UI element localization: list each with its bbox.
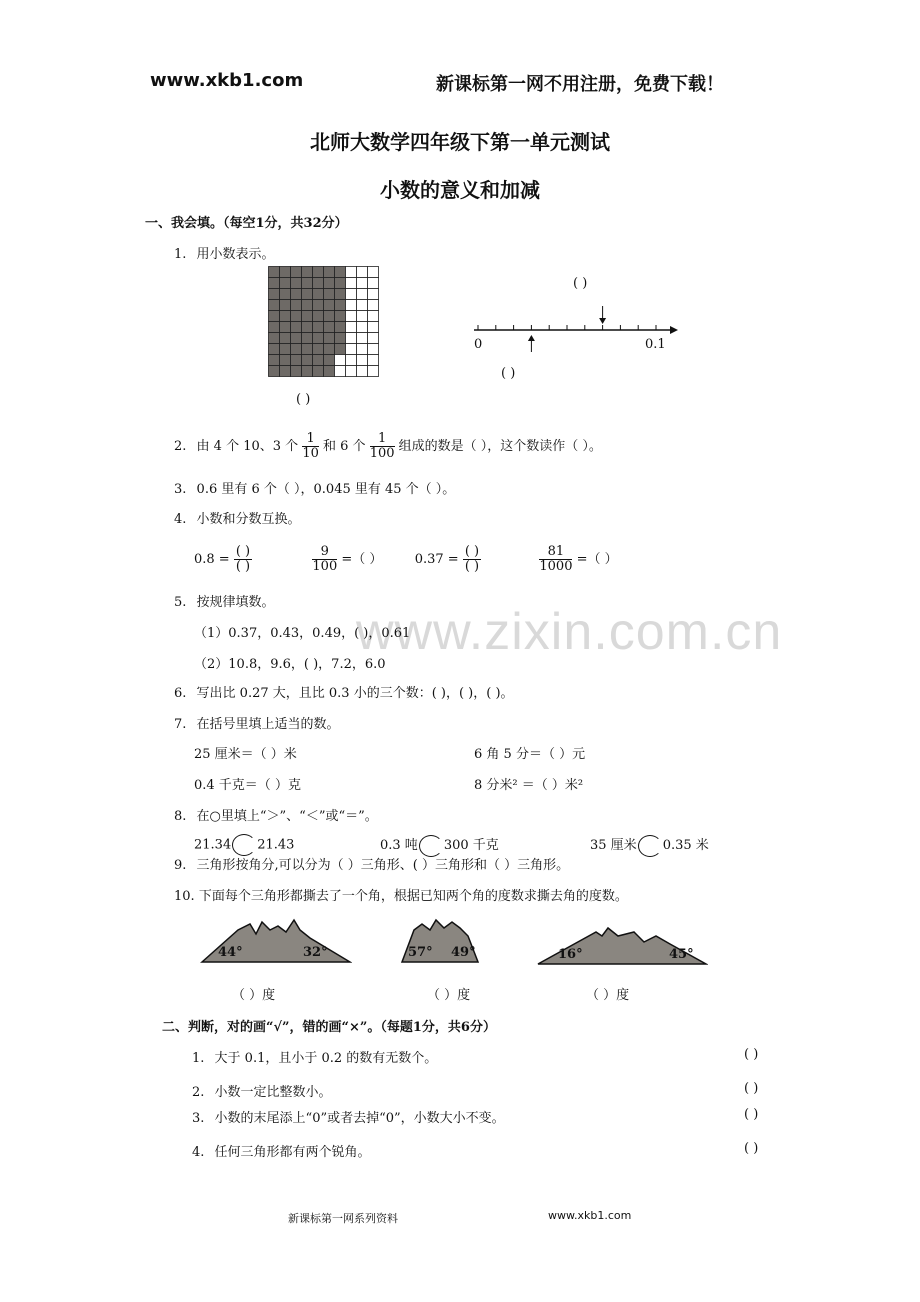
footer-left: 新课标第一网系列资料	[288, 1212, 398, 1225]
grid-cell-shaded	[324, 366, 335, 377]
grid-cell-shaded	[269, 311, 280, 322]
section2-heading: 二、判断，对的画“√”，错的画“×”。（每题1分，共6分）	[162, 1020, 496, 1035]
grid-cell-shaded	[280, 300, 291, 311]
grid-cell-shaded	[291, 333, 302, 344]
grid-cell-shaded	[335, 278, 346, 289]
page-subtitle: 小数的意义和加减	[380, 178, 540, 202]
q9-text[interactable]: 三角形按角分,可以分为（ ）三角形、( ）三角形和（ ）三角形。	[196, 858, 570, 873]
grid-cell-shaded	[313, 344, 324, 355]
judge-num: 3.	[192, 1111, 205, 1126]
grid-cell-shaded	[302, 267, 313, 278]
section1-heading: 一、我会填。（每空1分，共32分）	[145, 216, 348, 231]
grid-cell-shaded	[313, 311, 324, 322]
grid-cell-shaded	[269, 366, 280, 377]
q8-c-right: 0.35 米	[662, 838, 709, 853]
grid-cell-shaded	[269, 355, 280, 366]
q3-num: 3.	[174, 482, 187, 497]
q9-num: 9.	[174, 858, 187, 873]
q5-text: 按规律填数。	[196, 595, 275, 610]
grid-cell-shaded	[313, 355, 324, 366]
grid-cell-shaded	[280, 278, 291, 289]
grid-cell	[346, 355, 357, 366]
grid-cell-shaded	[269, 267, 280, 278]
judge-text: 小数一定比整数小。	[214, 1085, 332, 1100]
frac-denominator: 1000	[539, 559, 573, 574]
fraction-1-10	[302, 432, 319, 461]
q10	[174, 885, 628, 904]
q10-text: 下面每个三角形都撕去了一个角，根据已知两个角的度数求撕去角的度数。	[198, 889, 628, 904]
judge-text: 大于 0.1，且小于 0.2 的数有无数个。	[214, 1051, 438, 1066]
grid-cell	[346, 366, 357, 377]
header-site[interactable]: www.xkb1.com	[150, 70, 304, 91]
grid-cell	[357, 366, 368, 377]
grid-cell-shaded	[324, 300, 335, 311]
grid-cell-shaded	[269, 300, 280, 311]
q2	[174, 432, 602, 461]
q8-a-left: 21.34	[194, 837, 232, 853]
grid-cell-shaded	[280, 311, 291, 322]
q8-text: 在○里填上“＞”、“＜”或“＝”。	[196, 809, 378, 824]
q7-c[interactable]: 0.4 千克＝（ ）克	[194, 778, 301, 793]
grid-cell	[357, 344, 368, 355]
q4-row	[194, 545, 618, 574]
grid-cell-shaded	[302, 344, 313, 355]
t1-answer[interactable]: （ ）度	[232, 988, 276, 1003]
q4-a-fraction-blank[interactable]	[234, 545, 252, 574]
q8	[174, 805, 378, 824]
judge-item-2	[192, 1081, 332, 1100]
grid-cell-shaded	[302, 322, 313, 333]
judge-item-3	[192, 1107, 505, 1126]
q4-num: 4.	[174, 512, 187, 527]
grid-cell-shaded	[280, 344, 291, 355]
t2-right-angle: 49°	[451, 945, 476, 960]
numberline-bottom-blank[interactable]: ( )	[501, 366, 516, 381]
nl-end-label: 0.1	[645, 337, 666, 352]
grid-cell-shaded	[302, 333, 313, 344]
grid-cell-shaded	[269, 278, 280, 289]
grid-cell	[357, 311, 368, 322]
q8-c	[590, 834, 709, 857]
grid-cell-shaded	[313, 267, 324, 278]
grid-cell-shaded	[280, 366, 291, 377]
grid-cell-shaded	[302, 355, 313, 366]
grid-cell-shaded	[335, 344, 346, 355]
frac-denominator-blank[interactable]: ( )	[235, 559, 251, 574]
grid-cell-shaded	[269, 344, 280, 355]
q5-line2[interactable]: （2）10.8，9.6，( )，7.2，6.0	[194, 657, 386, 672]
grid-cell-shaded	[335, 322, 346, 333]
q6-num: 6.	[174, 686, 187, 701]
judge-item-4	[192, 1141, 371, 1160]
grid-cell	[335, 355, 346, 366]
grid-answer-blank[interactable]: ( )	[296, 392, 311, 407]
grid-cell-shaded	[291, 300, 302, 311]
grid-cell-shaded	[335, 267, 346, 278]
q1	[174, 243, 275, 262]
grid-cell-shaded	[313, 333, 324, 344]
grid-cell-shaded	[324, 333, 335, 344]
grid-cell-shaded	[302, 278, 313, 289]
grid-cell-shaded	[280, 267, 291, 278]
q2-num: 2.	[174, 439, 187, 454]
judge-num: 4.	[192, 1145, 205, 1160]
grid-cell	[357, 300, 368, 311]
grid-cell-shaded	[313, 300, 324, 311]
q4-a-left: 0.8 =	[194, 552, 230, 567]
t3-answer[interactable]: （ ）度	[586, 988, 630, 1003]
q4-c-fraction-blank[interactable]	[463, 545, 481, 574]
q4-b-right[interactable]: =（ ）	[341, 552, 383, 567]
q7-text: 在括号里填上适当的数。	[196, 717, 340, 732]
q8-a-right: 21.43	[257, 837, 295, 853]
q4-b-fraction	[312, 545, 337, 574]
frac-numerator: 9	[312, 545, 337, 560]
up-arrow-icon	[528, 335, 535, 341]
q5-line1[interactable]: （1）0.37，0.43，0.49，( )，0.61	[194, 626, 411, 641]
grid-cell-shaded	[302, 300, 313, 311]
compare-circle[interactable]	[232, 834, 256, 856]
grid-cell	[368, 278, 379, 289]
grid-cell	[368, 311, 379, 322]
q2-part1: 由 4 个 10、3 个	[196, 439, 299, 454]
q7-d[interactable]: 8 分米² ＝（ ）米²	[474, 778, 584, 793]
page-title: 北师大数学四年级下第一单元测试	[310, 130, 610, 154]
header-slogan: 新课标第一网不用注册，免费下载！	[436, 74, 724, 95]
grid-cell-shaded	[280, 355, 291, 366]
grid-cell	[346, 278, 357, 289]
frac-denominator: 100	[369, 446, 395, 461]
frac-denominator: 10	[302, 446, 319, 461]
q8-b-right: 300 千克	[443, 838, 499, 853]
grid-cell-shaded	[302, 366, 313, 377]
q1-num: 1.	[174, 247, 187, 262]
grid-cell-shaded	[280, 289, 291, 300]
grid-cell-shaded	[324, 267, 335, 278]
q3-text: 0.6 里有 6 个（ ），0.045 里有 45 个（ ）。	[196, 482, 456, 497]
grid-cell-shaded	[335, 289, 346, 300]
grid-cell	[357, 267, 368, 278]
q7	[174, 713, 340, 732]
t3-left-angle: 16°	[558, 947, 583, 962]
fraction-1-100	[370, 432, 395, 461]
judge-item-1	[192, 1047, 437, 1066]
frac-numerator-blank[interactable]: ( )	[464, 544, 480, 559]
frac-numerator-blank[interactable]: ( )	[235, 544, 251, 559]
numberline-top-blank[interactable]: ( )	[573, 276, 588, 291]
grid-cell	[368, 322, 379, 333]
grid-cell-shaded	[302, 289, 313, 300]
grid-cell-shaded	[335, 300, 346, 311]
grid-cell-shaded	[324, 289, 335, 300]
judge-blank-1[interactable]: ( )	[744, 1047, 759, 1062]
grid-cell-shaded	[291, 344, 302, 355]
grid-cell-shaded	[335, 311, 346, 322]
hundred-grid	[268, 266, 379, 377]
q3	[174, 478, 455, 497]
q8-a	[194, 834, 294, 856]
grid-cell	[346, 267, 357, 278]
grid-cell-shaded	[313, 289, 324, 300]
grid-cell-shaded	[269, 289, 280, 300]
grid-cell	[368, 267, 379, 278]
grid-cell-shaded	[291, 322, 302, 333]
q4-text: 小数和分数互换。	[196, 512, 301, 527]
grid-cell-shaded	[302, 311, 313, 322]
q4-c-left: 0.37 =	[414, 552, 459, 567]
q4-d-right[interactable]: =（ ）	[576, 552, 618, 567]
grid-cell	[346, 333, 357, 344]
frac-numerator: 1	[302, 432, 319, 447]
q5-num: 5.	[174, 595, 187, 610]
grid-cell	[368, 355, 379, 366]
q8-b-left: 0.3 吨	[380, 838, 418, 853]
judge-text: 小数的末尾添上“0”或者去掉“0”，小数大小不变。	[214, 1111, 505, 1126]
grid-cell	[346, 300, 357, 311]
grid-cell	[357, 355, 368, 366]
t1-left-angle: 44°	[218, 945, 243, 960]
grid-cell	[346, 289, 357, 300]
grid-cell-shaded	[313, 278, 324, 289]
grid-cell-shaded	[324, 344, 335, 355]
judge-blank-2[interactable]: ( )	[744, 1081, 759, 1096]
judge-blank-4[interactable]: ( )	[744, 1141, 759, 1156]
footer-right[interactable]: www.xkb1.com	[548, 1209, 632, 1222]
grid-cell-shaded	[269, 322, 280, 333]
grid-cell-shaded	[335, 333, 346, 344]
q2-part2: 和 6 个	[323, 439, 366, 454]
grid-cell-shaded	[324, 322, 335, 333]
grid-cell-shaded	[313, 366, 324, 377]
grid-cell	[346, 344, 357, 355]
grid-cell	[368, 300, 379, 311]
down-arrow-icon	[599, 318, 606, 324]
grid-cell	[368, 289, 379, 300]
grid-cell	[346, 311, 357, 322]
grid-cell-shaded	[280, 333, 291, 344]
grid-cell-shaded	[324, 355, 335, 366]
q4-d-fraction	[539, 545, 572, 574]
grid-cell-shaded	[269, 333, 280, 344]
q9	[174, 854, 569, 873]
grid-cell-shaded	[291, 311, 302, 322]
grid-cell-shaded	[291, 366, 302, 377]
q6-text[interactable]: 写出比 0.27 大，且比 0.3 小的三个数：( )，( )，( )。	[196, 686, 514, 701]
q5	[174, 591, 275, 610]
q8-num: 8.	[174, 809, 187, 824]
q7-a[interactable]: 25 厘米＝（ ）米	[194, 747, 297, 762]
grid-cell-shaded	[324, 278, 335, 289]
grid-cell-shaded	[291, 267, 302, 278]
t2-left-angle: 57°	[408, 945, 433, 960]
t2-answer[interactable]: （ ）度	[427, 988, 471, 1003]
grid-cell-shaded	[313, 322, 324, 333]
grid-cell	[357, 322, 368, 333]
q1-text: 用小数表示。	[196, 247, 275, 262]
grid-cell-shaded	[291, 289, 302, 300]
q7-b[interactable]: 6 角 5 分＝（ ）元	[474, 747, 586, 762]
grid-cell	[335, 366, 346, 377]
judge-num: 2.	[192, 1085, 205, 1100]
grid-cell-shaded	[324, 311, 335, 322]
q4	[174, 508, 301, 527]
grid-cell	[357, 278, 368, 289]
grid-cell-shaded	[291, 278, 302, 289]
q7-num: 7.	[174, 717, 187, 732]
grid-cell	[357, 289, 368, 300]
q10-num: 10.	[174, 889, 195, 904]
q6	[174, 682, 514, 701]
judge-num: 1.	[192, 1051, 205, 1066]
grid-cell	[357, 333, 368, 344]
q8-c-left: 35 厘米	[590, 838, 637, 853]
t3-right-angle: 45°	[669, 947, 694, 962]
grid-cell	[346, 322, 357, 333]
grid-cell-shaded	[291, 355, 302, 366]
grid-cell	[368, 366, 379, 377]
judge-text: 任何三角形都有两个锐角。	[214, 1145, 371, 1160]
grid-cell	[368, 333, 379, 344]
grid-cell-shaded	[280, 322, 291, 333]
compare-circle[interactable]	[638, 835, 662, 857]
frac-numerator: 1	[370, 432, 395, 447]
grid-cell	[368, 344, 379, 355]
frac-numerator: 81	[539, 545, 572, 560]
frac-denominator: 100	[312, 559, 338, 574]
q2-part3: 组成的数是（ ），这个数读作（ ）。	[398, 439, 602, 454]
frac-denominator-blank[interactable]: ( )	[464, 559, 480, 574]
t1-right-angle: 32°	[303, 945, 328, 960]
judge-blank-3[interactable]: ( )	[744, 1107, 759, 1122]
watermark: www.zixin.com.cn	[356, 603, 783, 661]
nl-zero-label: 0	[474, 337, 483, 352]
number-line-arrowhead	[670, 326, 678, 334]
